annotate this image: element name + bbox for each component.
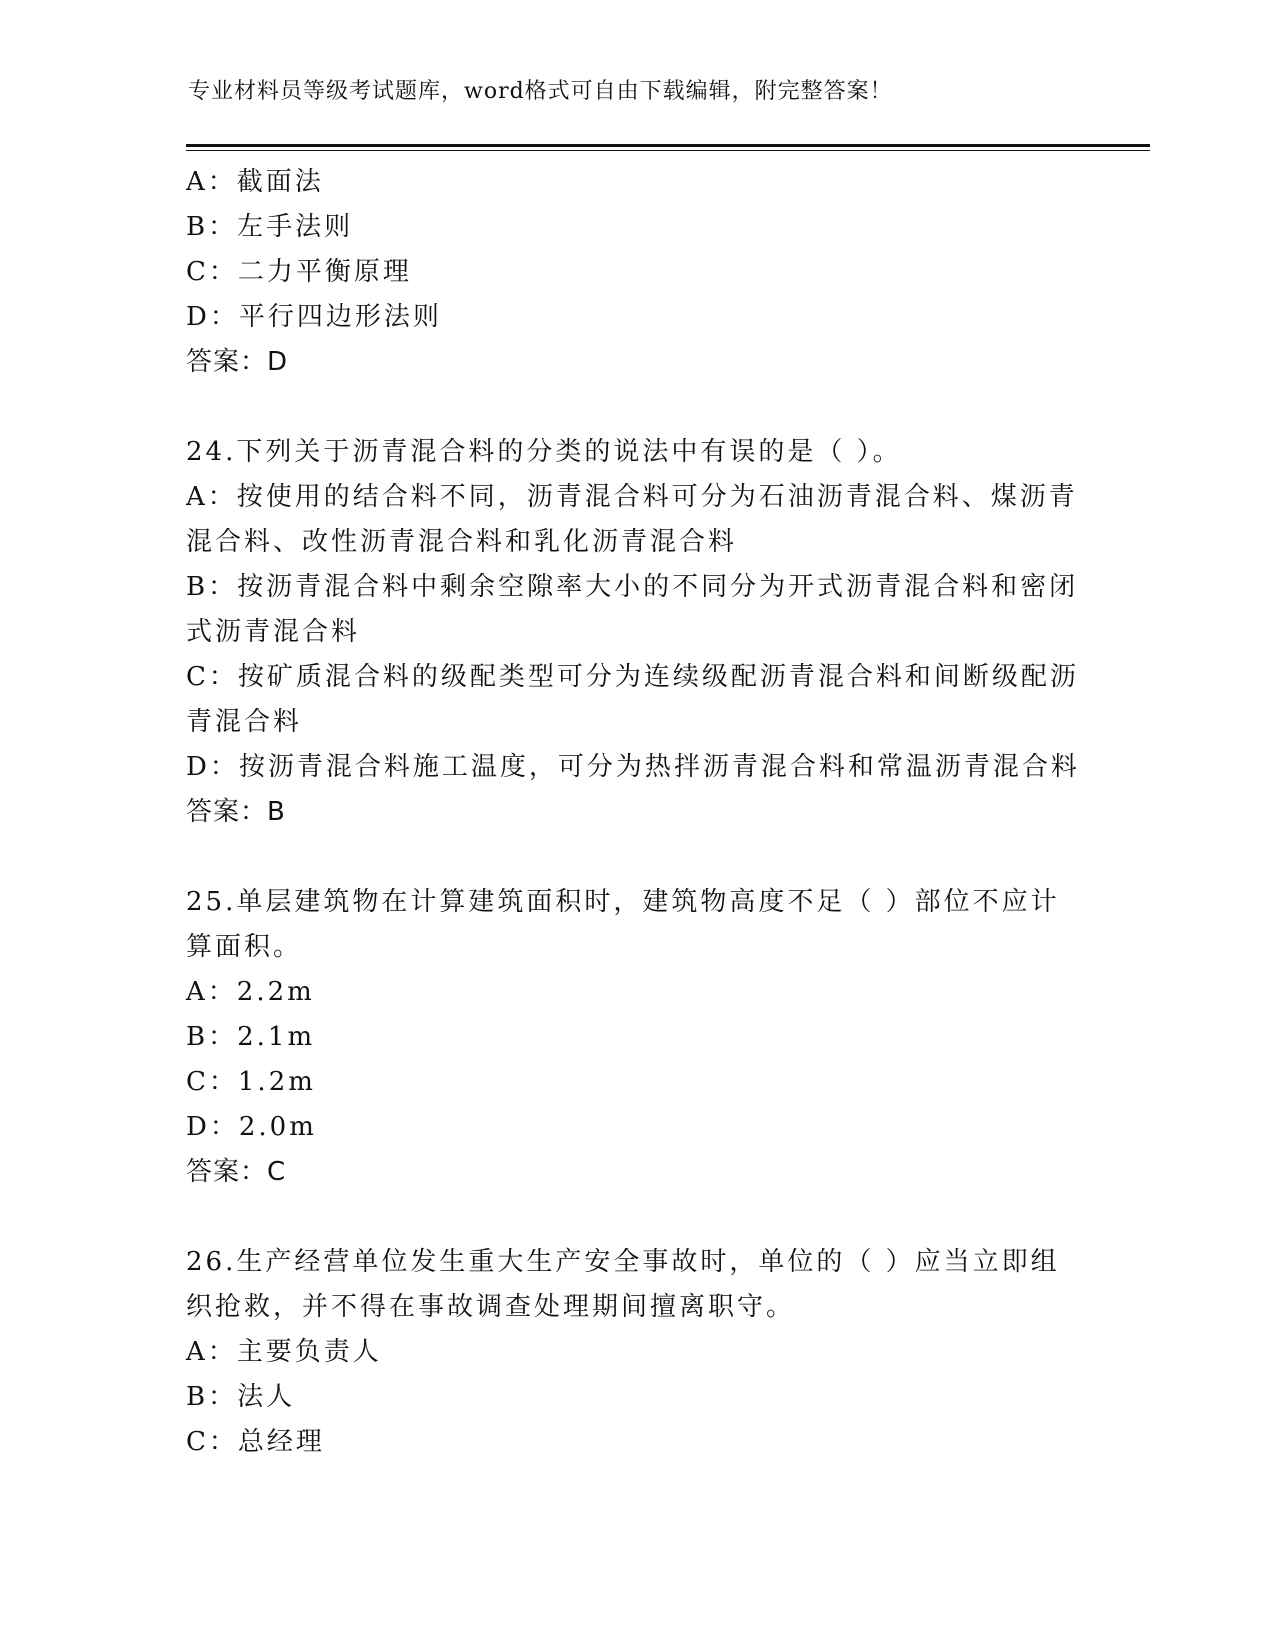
- option-a: A：2.2m: [186, 977, 315, 1007]
- answer: 答案：D: [186, 347, 289, 377]
- question-stem-continued: 算面积。: [186, 932, 303, 962]
- document-content: [186, 160, 1086, 1465]
- option-b: B：2.1m: [186, 1022, 316, 1052]
- option-b-continued: 式沥青混合料: [186, 617, 361, 647]
- answer: 答案：B: [186, 797, 286, 827]
- page-header: 专业材料员等级考试题库，word格式可自由下载编辑，附完整答案！: [188, 79, 893, 104]
- option-b: B：按沥青混合料中剩余空隙率大小的不同分为开式沥青混合料和密闭: [186, 572, 1079, 602]
- question-stem-continued: 织抢救，并不得在事故调查处理期间擅离职守。: [186, 1292, 796, 1322]
- question-25: [186, 880, 1086, 1195]
- option-b: B：左手法则: [186, 212, 354, 242]
- question-26: [186, 1240, 1086, 1465]
- option-c: C：1.2m: [186, 1067, 316, 1097]
- option-a: A：截面法: [186, 167, 324, 197]
- option-c-continued: 青混合料: [186, 707, 303, 737]
- header-rule-thin: [186, 150, 1150, 151]
- header-rule-thick: [186, 144, 1150, 147]
- answer: 答案：C: [186, 1157, 287, 1187]
- question-stem: 25.单层建筑物在计算建筑面积时，建筑物高度不足（ ）部位不应计: [186, 887, 1060, 917]
- option-d: D：按沥青混合料施工温度，可分为热拌沥青混合料和常温沥青混合料: [186, 752, 1080, 782]
- spacer: [186, 385, 1086, 430]
- option-d: D：2.0m: [186, 1112, 317, 1142]
- question-stem: 24.下列关于沥青混合料的分类的说法中有误的是（ ）。: [186, 437, 902, 467]
- question-23-continuation: [186, 160, 1086, 385]
- option-d: D：平行四边形法则: [186, 302, 442, 332]
- spacer: [186, 835, 1086, 880]
- option-a: A：主要负责人: [186, 1337, 382, 1367]
- option-c: C：按矿质混合料的级配类型可分为连续级配沥青混合料和间断级配沥: [186, 662, 1079, 692]
- option-c: C：总经理: [186, 1427, 325, 1457]
- option-a: A：按使用的结合料不同，沥青混合料可分为石油沥青混合料、煤沥青: [186, 482, 1078, 512]
- option-c: C：二力平衡原理: [186, 257, 412, 287]
- option-b: B：法人: [186, 1382, 296, 1412]
- question-stem: 26.生产经营单位发生重大生产安全事故时，单位的（ ）应当立即组: [186, 1247, 1060, 1277]
- spacer: [186, 1195, 1086, 1240]
- option-a-continued: 混合料、改性沥青混合料和乳化沥青混合料: [186, 527, 738, 557]
- question-24: [186, 430, 1086, 835]
